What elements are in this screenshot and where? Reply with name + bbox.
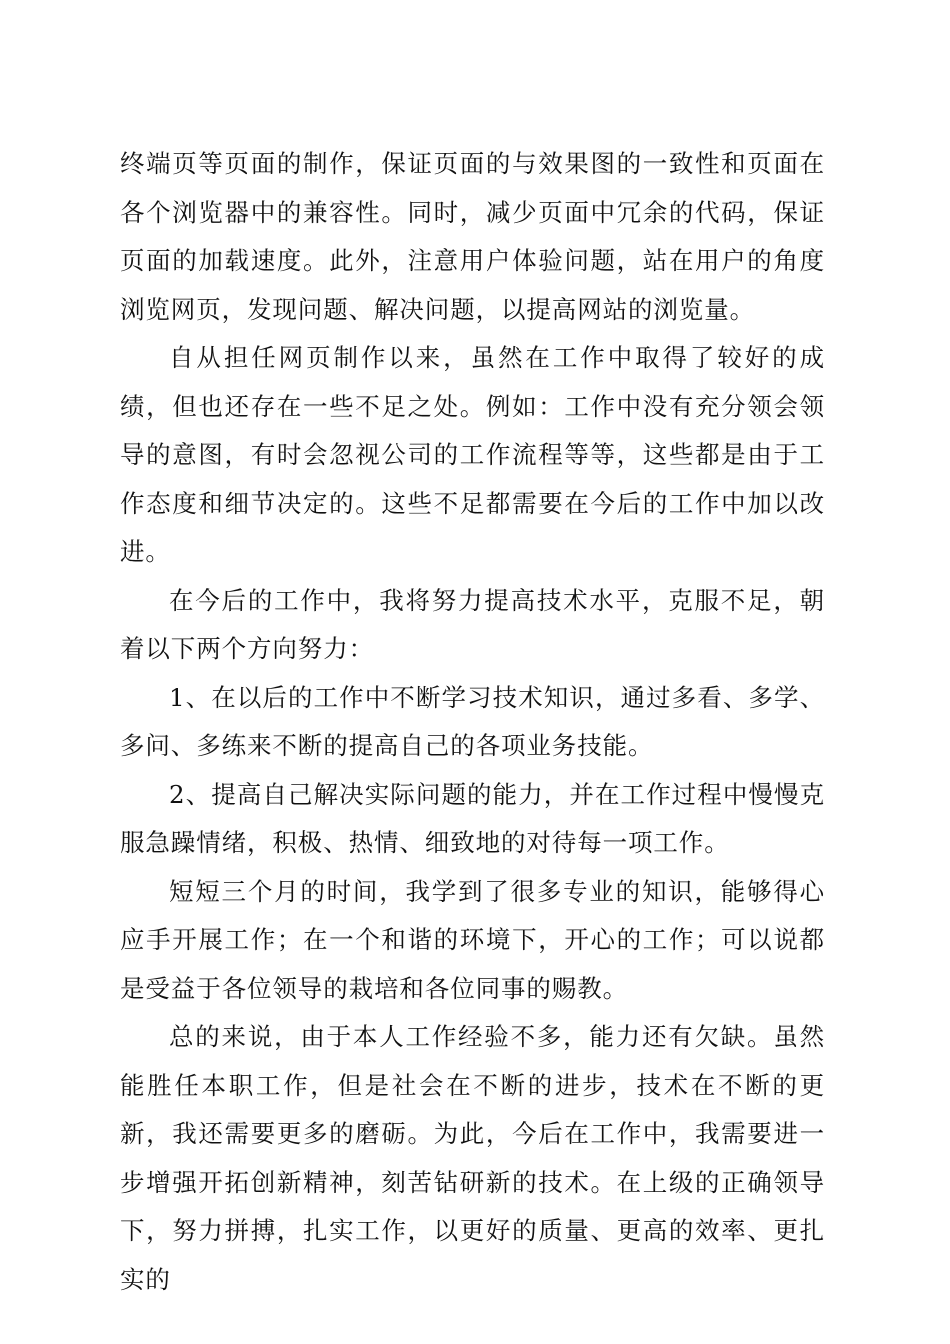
paragraph-future-directions: 在今后的工作中，我将努力提高技术水平，克服不足，朝着以下两个方向努力：: [120, 585, 825, 663]
paragraph-point-2: 2、提高自己解决实际问题的能力，并在工作过程中慢慢克服急躁情绪，积极、热情、细致地的对待每一项工作。: [120, 779, 825, 857]
paragraph-continued: 终端页等页面的制作，保证页面的与效果图的一致性和页面在各个浏览器中的兼容性。同时，减少页面中冗余的代码，保证页面的加载速度。此外，注意用户体验问题，站在用户的角度浏览网页，发现问题、解决问题，以提高网站的浏览量。: [120, 149, 825, 324]
paragraph-point-1: 1、在以后的工作中不断学习技术知识，通过多看、多学、多问、多练来不断的提高自己的各项业务技能。: [120, 682, 825, 760]
paragraph-summary: 总的来说，由于本人工作经验不多，能力还有欠缺。虽然能胜任本职工作，但是社会在不断的进步，技术在不断的更新，我还需要更多的磨砺。为此，今后在工作中，我需要进一步增强开拓创新精神，刻苦钻研新的技术。在上级的正确领导下，努力拼搏，扎实工作，以更好的质量、更高的效率、更扎实的: [120, 1022, 825, 1294]
document-body: [120, 140, 825, 1304]
paragraph-three-months: 短短三个月的时间，我学到了很多专业的知识，能够得心应手开展工作；在一个和谐的环境下，开心的工作；可以说都是受益于各位领导的栽培和各位同事的赐教。: [120, 876, 825, 1003]
paragraph-shortcomings: 自从担任网页制作以来，虽然在工作中取得了较好的成绩，但也还存在一些不足之处。例如：工作中没有充分领会领导的意图，有时会忽视公司的工作流程等等，这些都是由于工作态度和细节决定的。这些不足都需要在今后的工作中加以改进。: [120, 343, 825, 566]
